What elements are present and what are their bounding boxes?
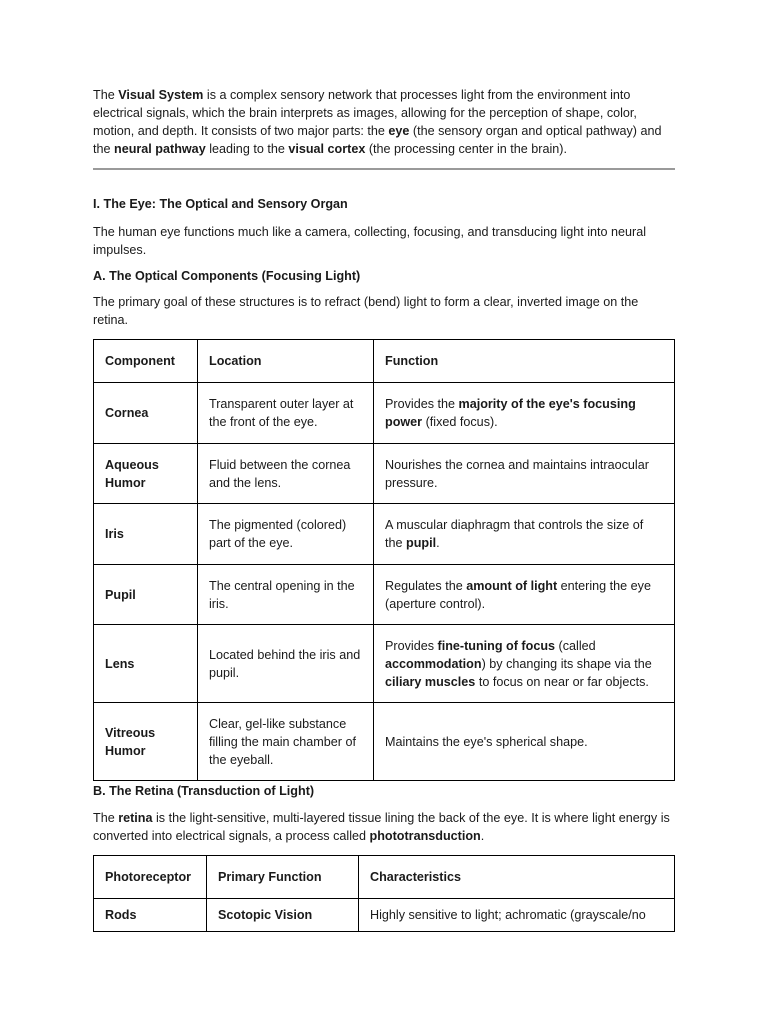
function-cell: Regulates the amount of light entering the eye (aperture control). [374, 565, 675, 625]
component-cell: Pupil [94, 565, 198, 625]
section-heading-retina: B. The Retina (Transduction of Light) [93, 784, 315, 798]
section-heading-optical: A. The Optical Components (Focusing Light) [93, 269, 361, 283]
horizontal-rule [93, 168, 675, 170]
optical-components-table [93, 339, 675, 781]
section-retina-paragraph: The retina is the light-sensitive, multi-layered tissue lining the back of the eye. It is where light energy is converted into electrical signals, a process called phototransduction. [93, 811, 670, 843]
table-header-cell: Location [198, 340, 374, 383]
section-optical-paragraph: The primary goal of these structures is to refract (bend) light to form a clear, inverted image on the retina. [93, 295, 639, 327]
characteristics-cell: Highly sensitive to light; achromatic (grayscale/no [359, 899, 675, 932]
function-cell: A muscular diaphragm that controls the size of the pupil. [374, 504, 675, 565]
location-cell: Located behind the iris and pupil. [198, 625, 374, 703]
component-cell: Lens [94, 625, 198, 703]
location-cell: Fluid between the cornea and the lens. [198, 444, 374, 504]
function-cell: Provides fine-tuning of focus (called accommodation) by changing its shape via the ciliary muscles to focus on near or far objects. [374, 625, 675, 703]
table-row [94, 504, 675, 565]
table-header-cell: Primary Function [207, 856, 359, 899]
table-header-cell: Photoreceptor [94, 856, 207, 899]
function-cell: Provides the majority of the eye's focusing power (fixed focus). [374, 383, 675, 444]
location-cell: Transparent outer layer at the front of the eye. [198, 383, 374, 444]
section-heading-eye: I. The Eye: The Optical and Sensory Organ [93, 197, 348, 211]
photoreceptor-cell: Rods [94, 899, 207, 932]
table-header-cell: Component [94, 340, 198, 383]
table-header-row [94, 856, 675, 899]
component-cell: Aqueous Humor [94, 444, 198, 504]
photoreceptor-table [93, 855, 675, 932]
primary-function-cell: Scotopic Vision [207, 899, 359, 932]
component-cell: Cornea [94, 383, 198, 444]
table-row [94, 625, 675, 703]
section-eye-paragraph: The human eye functions much like a camera, collecting, focusing, and transducing light into neural impulses. [93, 225, 647, 257]
table-row [94, 565, 675, 625]
function-cell: Nourishes the cornea and maintains intraocular pressure. [374, 444, 675, 504]
component-cell: Iris [94, 504, 198, 565]
table-header-cell: Function [374, 340, 675, 383]
location-cell: The central opening in the iris. [198, 565, 374, 625]
component-cell: Vitreous Humor [94, 703, 198, 781]
table-header-cell: Characteristics [359, 856, 675, 899]
function-cell: Maintains the eye's spherical shape. [374, 703, 675, 781]
table-row [94, 444, 675, 504]
intro-paragraph: The Visual System is a complex sensory network that processes light from the environment into electrical signals, which the brain interprets as images, allowing for the perception of shape, color, motion, and depth. It consists of two major parts: the eye (the sensory organ and optical pathway) and the neural pathway leading to the visual cortex (the processing center in the brain). [93, 88, 662, 156]
location-cell: Clear, gel-like substance filling the main chamber of the eyeball. [198, 703, 374, 781]
table-header-row [94, 340, 675, 383]
location-cell: The pigmented (colored) part of the eye. [198, 504, 374, 565]
document-page [93, 86, 675, 932]
table-row [94, 899, 675, 932]
table-row [94, 703, 675, 781]
table-row [94, 383, 675, 444]
